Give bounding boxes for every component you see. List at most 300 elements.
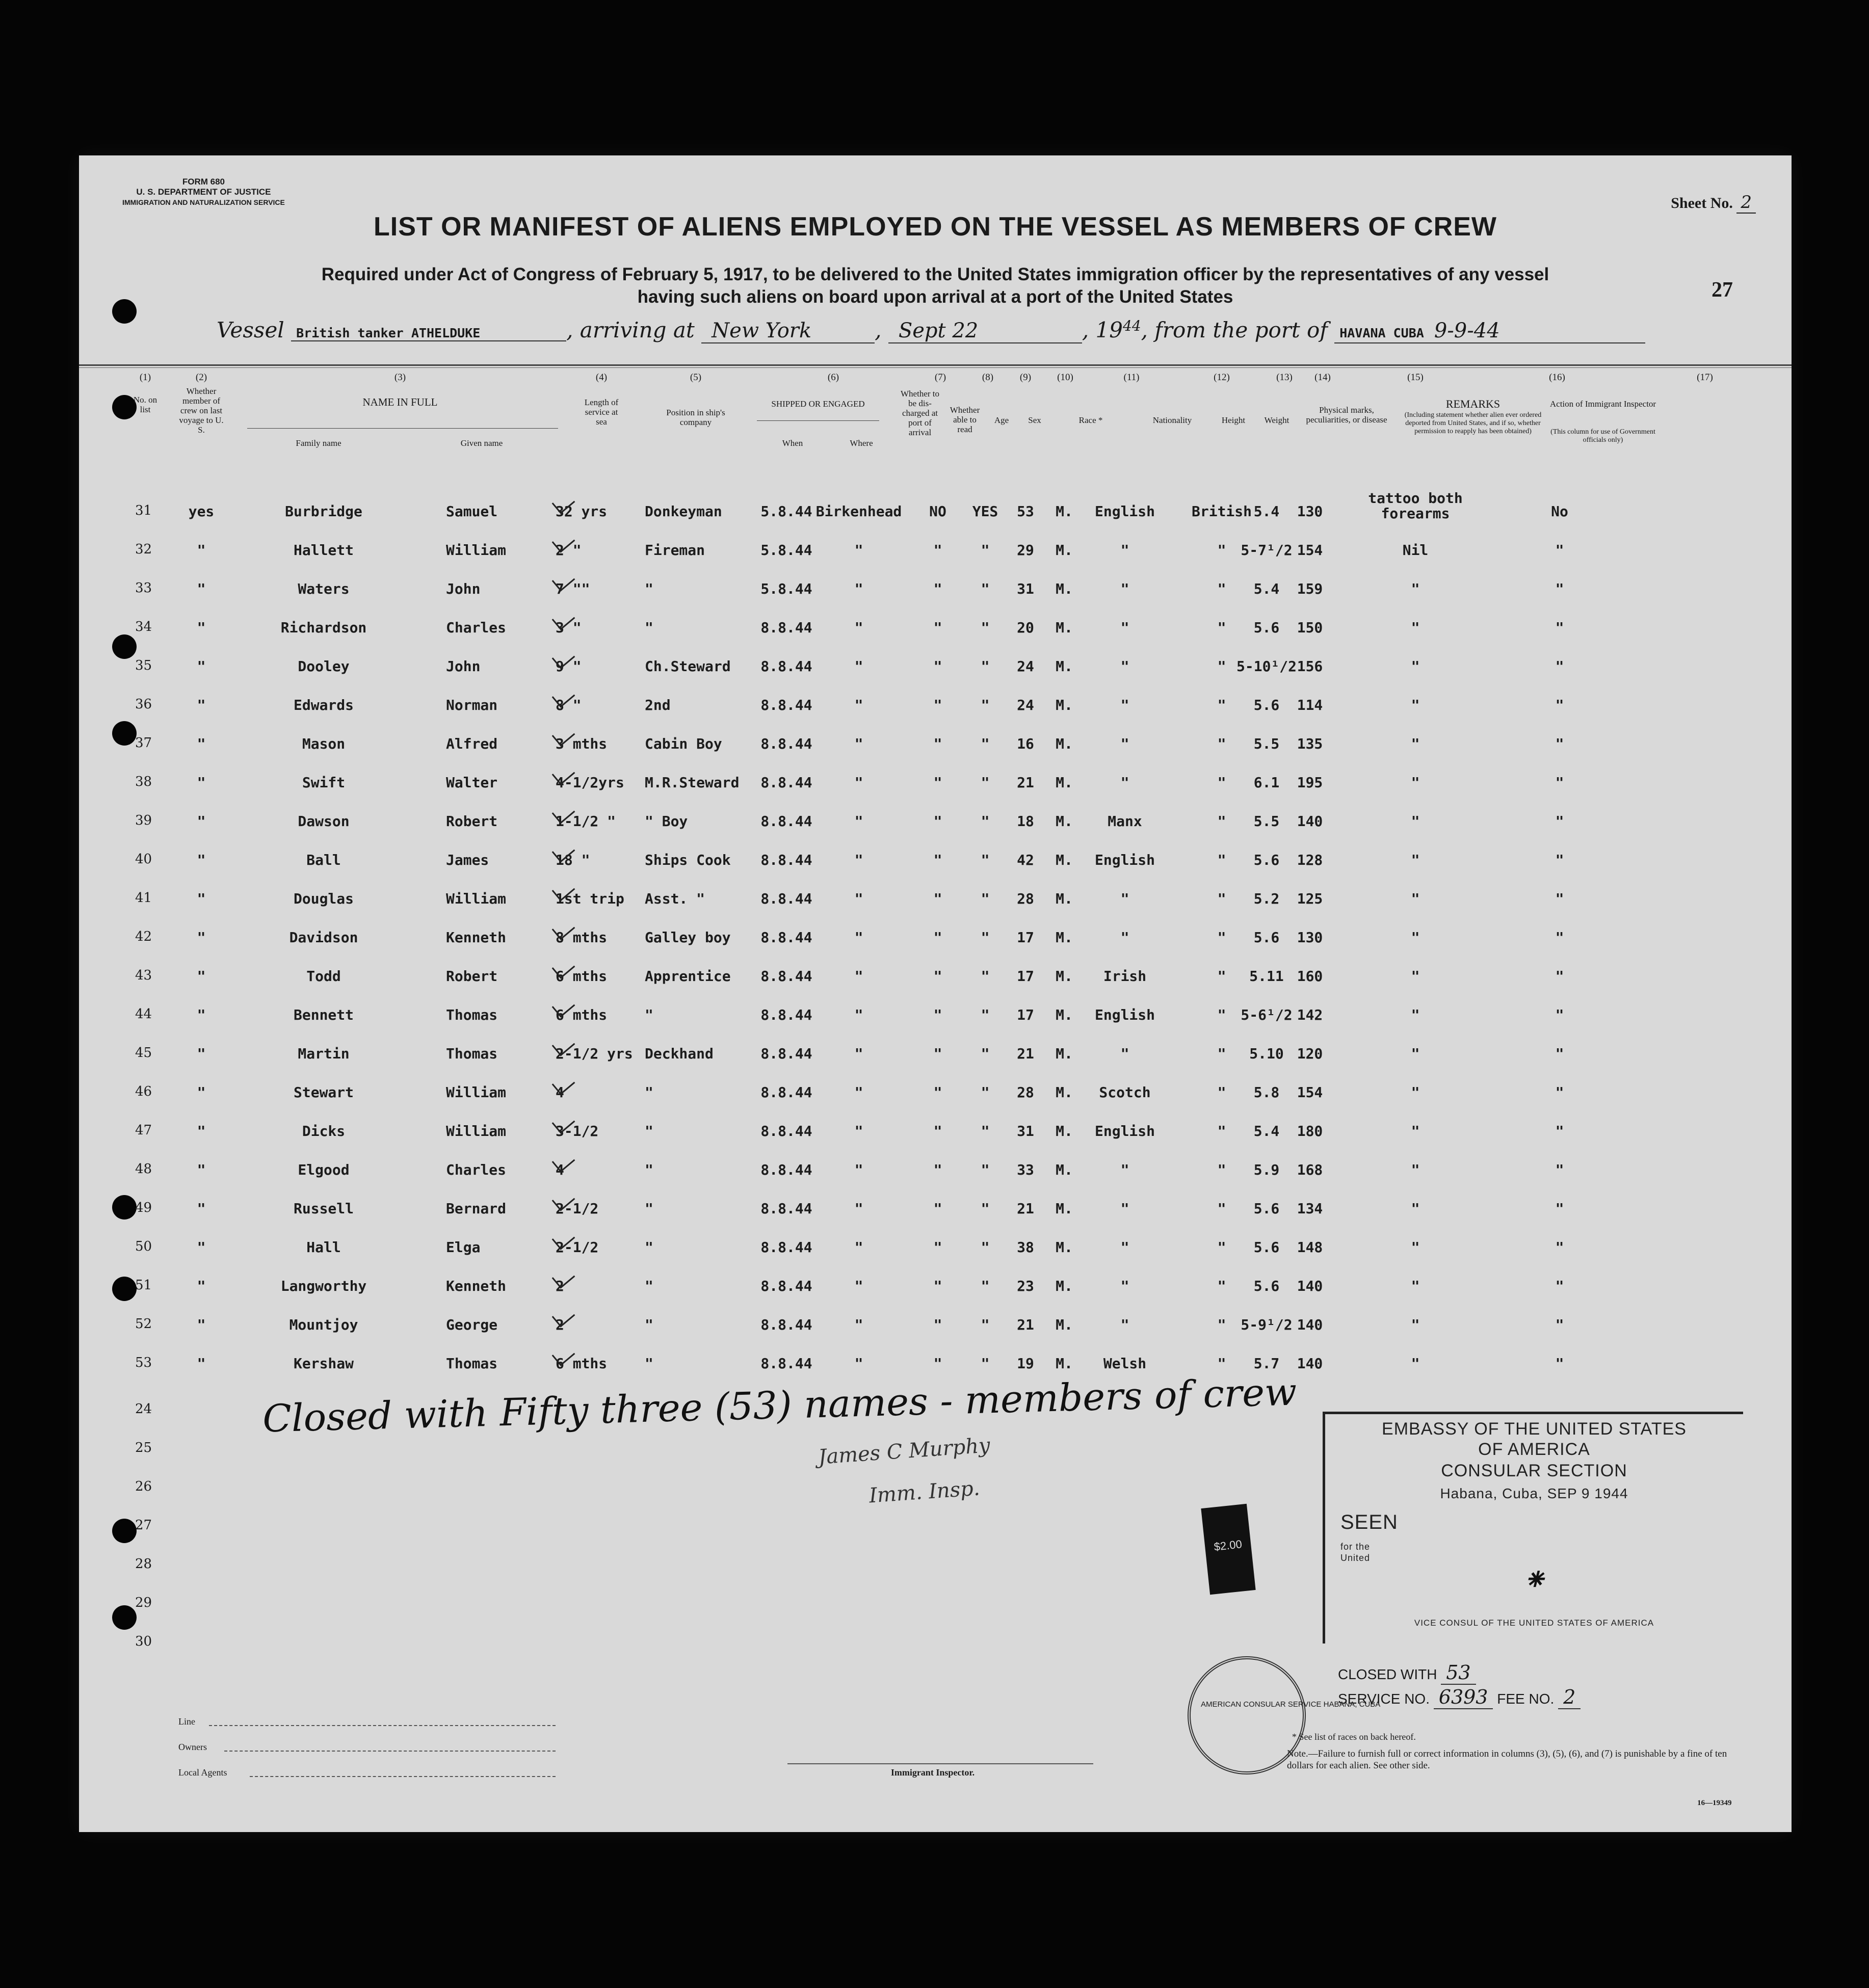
cell-where: " <box>854 735 863 752</box>
cell-nationality: " <box>1217 1239 1226 1256</box>
cell-age: 29 <box>1017 542 1034 559</box>
cell-when: 8.8.44 <box>760 929 812 946</box>
cell-weight: 168 <box>1297 1161 1323 1178</box>
table-row <box>79 1084 1792 1115</box>
cell-race: Irish <box>1103 968 1147 985</box>
cell-height: 5.5 <box>1253 735 1280 752</box>
cell-length-service: 9 " <box>556 658 582 675</box>
col-header-sex: Sex <box>1028 415 1041 425</box>
cell-family-name: Swift <box>302 774 346 791</box>
cell-age: 17 <box>1017 1006 1034 1023</box>
cell-race: " <box>1120 929 1129 946</box>
cell-height: 5.4 <box>1253 503 1280 520</box>
vessel-line: Vessel British tanker ATHELDUKE , arriving at New York , Sept 22 , $19^{44}$, from the port of HAVANA CUBA 9-9-44 <box>217 317 1645 343</box>
cell-read: " <box>981 813 990 830</box>
row-number: 38 <box>135 774 152 789</box>
row-number: 46 <box>135 1084 152 1099</box>
cell-nationality: " <box>1217 1200 1226 1217</box>
cell-age: 17 <box>1017 929 1034 946</box>
blank-row-number: 28 <box>135 1556 152 1572</box>
stamp-line-2: OF AMERICA <box>1478 1440 1590 1459</box>
col-header-member: Whether member of crew on last voyage to U. S. <box>179 386 224 435</box>
cell-weight: 156 <box>1297 658 1323 675</box>
cell-member: " <box>197 1084 206 1101</box>
cell-given-name: Samuel <box>446 503 498 520</box>
cell-age: 42 <box>1017 852 1034 868</box>
cell-sex: M. <box>1056 1161 1073 1178</box>
cell-when: 8.8.44 <box>760 1084 812 1101</box>
cell-race: " <box>1120 735 1129 752</box>
cell-nationality: " <box>1217 1278 1226 1294</box>
cell-age: 28 <box>1017 1084 1034 1101</box>
sheet-value: 2 <box>1736 192 1756 214</box>
table-row <box>79 1239 1792 1269</box>
cell-race: " <box>1120 774 1129 791</box>
cell-nationality: " <box>1217 1316 1226 1333</box>
cell-where: " <box>854 1123 863 1139</box>
department: U. S. DEPARTMENT OF JUSTICE <box>136 187 271 197</box>
cell-physical-marks: " <box>1411 1045 1420 1062</box>
column-number: (13) <box>1276 372 1293 383</box>
cell-height: 5.8 <box>1253 1084 1280 1101</box>
table-row <box>79 1045 1792 1076</box>
cell-age: 24 <box>1017 697 1034 713</box>
cell-when: 8.8.44 <box>760 1239 812 1256</box>
cell-age: 53 <box>1017 503 1034 520</box>
cell-weight: 128 <box>1297 852 1323 868</box>
cell-read: " <box>981 890 990 907</box>
cell-read: YES <box>972 503 998 520</box>
cell-height: 5.4 <box>1253 580 1280 597</box>
column-number: (6) <box>827 372 839 383</box>
cell-remarks: " <box>1555 813 1564 830</box>
cell-age: 17 <box>1017 968 1034 985</box>
cell-where: " <box>854 1084 863 1101</box>
cell-where: " <box>854 852 863 868</box>
closing-note: Closed with Fifty three (53) names - members of crew <box>262 1370 1298 1441</box>
cell-physical-marks: " <box>1411 929 1420 946</box>
cell-family-name: Todd <box>306 968 341 985</box>
col-header-position: Position in ship's company <box>666 408 725 427</box>
cell-where: " <box>854 1161 863 1178</box>
cell-race: English <box>1094 503 1155 520</box>
cell-race: " <box>1120 1278 1129 1294</box>
cell-physical-marks: " <box>1411 890 1420 907</box>
cell-member: " <box>197 890 206 907</box>
cell-read: " <box>981 1084 990 1101</box>
cell-height: 5.4 <box>1253 1123 1280 1139</box>
cell-when: 8.8.44 <box>760 619 812 636</box>
cell-length-service: 8 mths <box>556 929 608 946</box>
cell-family-name: Dicks <box>302 1123 346 1139</box>
row-number: 34 <box>135 619 152 634</box>
cell-sex: M. <box>1056 1316 1073 1333</box>
cell-age: 31 <box>1017 1123 1034 1139</box>
cell-weight: 150 <box>1297 619 1323 636</box>
cell-weight: 140 <box>1297 1278 1323 1294</box>
cell-family-name: Langworthy <box>280 1278 367 1294</box>
col-header-read: Whether able to read <box>950 405 980 434</box>
cell-remarks: " <box>1555 697 1564 713</box>
cell-given-name: Walter <box>446 774 498 791</box>
cell-when: 8.8.44 <box>760 1123 812 1139</box>
cell-length-service: 3 mths <box>556 735 608 752</box>
cell-discharged: NO <box>929 503 946 520</box>
closed-with-label: CLOSED WITH <box>1338 1666 1437 1682</box>
from-port: HAVANA CUBA <box>1339 326 1424 340</box>
cell-weight: 148 <box>1297 1239 1323 1256</box>
cell-when: 8.8.44 <box>760 1006 812 1023</box>
table-row <box>79 1200 1792 1231</box>
row-number: 42 <box>135 929 152 944</box>
punch-hole <box>112 1605 137 1630</box>
table-row <box>79 1123 1792 1153</box>
cell-weight: 195 <box>1297 774 1323 791</box>
cell-when: 5.8.44 <box>760 503 812 520</box>
cell-remarks: " <box>1555 1355 1564 1372</box>
cell-nationality: " <box>1217 658 1226 675</box>
cell-weight: 159 <box>1297 580 1323 597</box>
cell-age: 28 <box>1017 890 1034 907</box>
column-number: (7) <box>934 372 946 383</box>
cell-position: " <box>645 1278 653 1294</box>
cell-height: 5-7¹/2 <box>1241 542 1293 559</box>
cell-read: " <box>981 1200 990 1217</box>
cell-given-name: Elga <box>446 1239 481 1256</box>
footer-agents-label: Local Agents <box>178 1767 227 1778</box>
cell-sex: M. <box>1056 503 1073 520</box>
cell-remarks: " <box>1555 852 1564 868</box>
cell-nationality: British <box>1191 503 1252 520</box>
cell-given-name: William <box>446 1123 507 1139</box>
cell-height: 5.9 <box>1253 1161 1280 1178</box>
cell-member: " <box>197 813 206 830</box>
cell-member: " <box>197 1123 206 1139</box>
column-number: (1) <box>139 372 151 383</box>
cell-race: " <box>1120 580 1129 597</box>
col-header-discharged: Whether to be dis-charged at port of arrival <box>901 389 939 437</box>
cell-position: " <box>645 1161 653 1178</box>
cell-where: " <box>854 580 863 597</box>
cell-read: " <box>981 1161 990 1178</box>
consul-signature: ⁕ <box>1521 1562 1547 1598</box>
cell-position: " Boy <box>645 813 688 830</box>
cell-family-name: Hallett <box>293 542 354 559</box>
cell-member: " <box>197 1200 206 1217</box>
cell-read: " <box>981 658 990 675</box>
col-header-family: Family name <box>296 438 341 448</box>
fee-no-label: FEE NO. <box>1497 1691 1555 1707</box>
table-row <box>79 490 1792 534</box>
cell-sex: M. <box>1056 1084 1073 1101</box>
cell-member: " <box>197 1161 206 1178</box>
cell-race: English <box>1094 1006 1155 1023</box>
cell-discharged: " <box>933 813 942 830</box>
cell-length-service: 4 <box>556 1084 564 1101</box>
cell-race: English <box>1094 852 1155 868</box>
form-header <box>122 177 285 207</box>
cell-read: " <box>981 1355 990 1372</box>
cell-nationality: " <box>1217 890 1226 907</box>
cell-sex: M. <box>1056 1045 1073 1062</box>
form-number: FORM 680 <box>182 177 225 187</box>
footer-owners-label: Owners <box>178 1742 207 1752</box>
cell-when: 8.8.44 <box>760 813 812 830</box>
cell-sex: M. <box>1056 1239 1073 1256</box>
page-number: 27 <box>1712 278 1733 302</box>
vessel-name: British tanker ATHELDUKE <box>291 326 566 341</box>
cell-remarks: " <box>1555 619 1564 636</box>
revenue-stamp-value: $2.00 <box>1213 1538 1243 1553</box>
inspector-title: Imm. Insp. <box>868 1476 981 1508</box>
table-row <box>79 735 1792 766</box>
cell-read: " <box>981 1123 990 1139</box>
cell-discharged: " <box>933 542 942 559</box>
cell-discharged: " <box>933 1200 942 1217</box>
cell-remarks: " <box>1555 1278 1564 1294</box>
cell-family-name: Edwards <box>293 697 354 713</box>
seal-text: AMERICAN CONSULAR SERVICE HABANA, CUBA <box>1201 1700 1381 1709</box>
blank-row-number: 26 <box>135 1479 152 1494</box>
embassy-stamp <box>1323 1412 1743 1644</box>
cell-height: 5.10 <box>1249 1045 1284 1062</box>
cell-member: " <box>197 1045 206 1062</box>
cell-when: 8.8.44 <box>760 1355 812 1372</box>
cell-height: 5.6 <box>1253 929 1280 946</box>
blank-row-number: 25 <box>135 1440 152 1455</box>
cell-member: " <box>197 1278 206 1294</box>
cell-age: 38 <box>1017 1239 1034 1256</box>
cell-family-name: Kershaw <box>293 1355 354 1372</box>
cell-weight: 120 <box>1297 1045 1323 1062</box>
cell-given-name: James <box>446 852 489 868</box>
cell-discharged: " <box>933 852 942 868</box>
footer-agents-rule <box>250 1776 556 1777</box>
cell-when: 5.8.44 <box>760 580 812 597</box>
col-header-action: Action of Immigrant Inspector <box>1549 399 1656 409</box>
cell-height: 5.6 <box>1253 1278 1280 1294</box>
cell-weight: 114 <box>1297 697 1323 713</box>
cell-discharged: " <box>933 697 942 713</box>
cell-nationality: " <box>1217 1123 1226 1139</box>
cell-physical-marks: " <box>1411 1355 1420 1372</box>
cell-read: " <box>981 1239 990 1256</box>
cell-family-name: Ball <box>306 852 341 868</box>
cell-height: 5.6 <box>1253 1239 1280 1256</box>
cell-height: 5.6 <box>1253 619 1280 636</box>
cell-nationality: " <box>1217 619 1226 636</box>
column-number: (8) <box>982 372 994 383</box>
cell-position: " <box>645 580 653 597</box>
cell-discharged: " <box>933 1084 942 1101</box>
shipped-underline <box>757 420 879 421</box>
cell-sex: M. <box>1056 968 1073 985</box>
cell-discharged: " <box>933 968 942 985</box>
cell-family-name: Davidson <box>289 929 358 946</box>
cell-height: 5.7 <box>1253 1355 1280 1372</box>
cell-given-name: Norman <box>446 697 498 713</box>
cell-where: " <box>854 929 863 946</box>
table-row <box>79 774 1792 805</box>
cell-remarks: " <box>1555 1200 1564 1217</box>
cell-where: " <box>854 1316 863 1333</box>
cell-remarks: " <box>1555 735 1564 752</box>
cell-height: 5-6¹/2 <box>1241 1006 1293 1023</box>
cell-physical-marks: " <box>1411 1278 1420 1294</box>
sheet-label: Sheet No. <box>1671 195 1733 211</box>
cell-where: " <box>854 890 863 907</box>
year: 44 <box>1123 317 1141 334</box>
arriving-label: , arriving at <box>566 317 695 342</box>
cell-length-service: 2 <box>556 1278 564 1294</box>
cell-family-name: Hall <box>306 1239 341 1256</box>
cell-length-service: 7 "" <box>556 580 590 597</box>
inspector-signature: James C Murphy <box>817 1434 991 1469</box>
cell-length-service: 2-1/2 <box>556 1200 599 1217</box>
cell-sex: M. <box>1056 1006 1073 1023</box>
cell-height: 5.5 <box>1253 813 1280 830</box>
cell-remarks: " <box>1555 774 1564 791</box>
cell-position: 2nd <box>645 697 671 713</box>
cell-sex: M. <box>1056 852 1073 868</box>
cell-given-name: George <box>446 1316 498 1333</box>
column-number: (16) <box>1549 372 1565 383</box>
cell-member: yes <box>188 503 215 520</box>
cell-age: 20 <box>1017 619 1034 636</box>
cell-discharged: " <box>933 1006 942 1023</box>
cell-physical-marks: " <box>1411 1239 1420 1256</box>
cell-given-name: Kenneth <box>446 929 507 946</box>
cell-read: " <box>981 1316 990 1333</box>
cell-length-service: 4 <box>556 1161 564 1178</box>
cell-discharged: " <box>933 1316 942 1333</box>
cell-discharged: " <box>933 1161 942 1178</box>
footer-line-rule <box>209 1725 556 1726</box>
from-label: , from the port of <box>1141 317 1328 342</box>
row-number: 40 <box>135 852 152 867</box>
cell-length-service: 18 " <box>556 852 590 868</box>
cell-where: " <box>854 1045 863 1062</box>
revenue-stamp <box>1201 1504 1255 1595</box>
column-number: (12) <box>1214 372 1230 383</box>
cell-read: " <box>981 968 990 985</box>
cell-length-service: 2 " <box>556 542 582 559</box>
footer-note: Note.—Failure to furnish full or correct information in columns (3), (5), (6), and (7) is punishable by a fine of ten dollars for each alien. See other side. <box>1287 1748 1727 1771</box>
cell-height: 5-10¹/2 <box>1236 658 1297 675</box>
header-rule <box>79 364 1792 366</box>
col-header-name: NAME IN FULL <box>362 396 438 408</box>
col-header-physical: Physical marks, peculiarities, or disease <box>1306 405 1387 425</box>
cell-sex: M. <box>1056 580 1073 597</box>
cell-weight: 140 <box>1297 1355 1323 1372</box>
cell-when: 8.8.44 <box>760 890 812 907</box>
cell-position: Apprentice <box>645 968 731 985</box>
cell-read: " <box>981 1006 990 1023</box>
cell-sex: M. <box>1056 774 1073 791</box>
blank-row-number: 27 <box>135 1518 152 1533</box>
col-header-no: No. on list <box>133 395 157 414</box>
cell-member: " <box>197 1239 206 1256</box>
cell-nationality: " <box>1217 774 1226 791</box>
cell-read: " <box>981 1045 990 1062</box>
cell-sex: M. <box>1056 1123 1073 1139</box>
cell-position: " <box>645 1200 653 1217</box>
cell-given-name: Thomas <box>446 1045 498 1062</box>
cell-member: " <box>197 542 206 559</box>
cell-remarks: " <box>1555 542 1564 559</box>
cell-remarks: No <box>1551 503 1568 520</box>
cell-age: 21 <box>1017 1200 1034 1217</box>
cell-physical-marks: " <box>1411 697 1420 713</box>
table-row <box>79 580 1792 611</box>
cell-sex: M. <box>1056 1278 1073 1294</box>
cell-race: " <box>1120 697 1129 713</box>
col-header-height: Height <box>1221 415 1246 425</box>
cell-where: Birkenhead <box>815 503 902 520</box>
cell-where: " <box>854 697 863 713</box>
cell-position: " <box>645 1239 653 1256</box>
cell-position: " <box>645 1355 653 1372</box>
cell-length-service: 3-1/2 <box>556 1123 599 1139</box>
column-number: (17) <box>1697 372 1713 383</box>
col-header-where: Where <box>850 438 873 448</box>
cell-age: 21 <box>1017 774 1034 791</box>
cell-physical-marks: " <box>1411 1316 1420 1333</box>
cell-discharged: " <box>933 1123 942 1139</box>
cell-race: Manx <box>1108 813 1142 830</box>
cell-sex: M. <box>1056 929 1073 946</box>
cell-when: 8.8.44 <box>760 1200 812 1217</box>
cell-member: " <box>197 735 206 752</box>
row-number: 39 <box>135 813 152 828</box>
cell-height: 5-9¹/2 <box>1241 1316 1293 1333</box>
footer-inspector-label: Immigrant Inspector. <box>890 1767 975 1778</box>
cell-length-service: 6 mths <box>556 1355 608 1372</box>
cell-age: 31 <box>1017 580 1034 597</box>
cell-sex: M. <box>1056 1355 1073 1372</box>
cell-member: " <box>197 580 206 597</box>
table-row <box>79 1316 1792 1347</box>
cell-given-name: Robert <box>446 968 498 985</box>
cell-member: " <box>197 968 206 985</box>
cell-where: " <box>854 619 863 636</box>
cell-position: " <box>645 1316 653 1333</box>
cell-nationality: " <box>1217 1355 1226 1372</box>
column-number: (5) <box>690 372 702 383</box>
stamp-seen: SEEN <box>1340 1511 1398 1533</box>
cell-nationality: " <box>1217 968 1226 985</box>
cell-nationality: " <box>1217 929 1226 946</box>
row-number: 48 <box>135 1161 152 1177</box>
cell-physical-marks: " <box>1411 968 1420 985</box>
cell-when: 8.8.44 <box>760 774 812 791</box>
cell-height: 6.1 <box>1253 774 1280 791</box>
cell-where: " <box>854 1200 863 1217</box>
cell-discharged: " <box>933 1045 942 1062</box>
cell-physical-marks: " <box>1411 735 1420 752</box>
closed-with-value: 53 <box>1441 1661 1476 1685</box>
cell-length-service: 6 mths <box>556 1006 608 1023</box>
cell-sex: M. <box>1056 658 1073 675</box>
cell-physical-marks: " <box>1411 1123 1420 1139</box>
cell-age: 19 <box>1017 1355 1034 1372</box>
cell-nationality: " <box>1217 735 1226 752</box>
stamp-vice-consul: VICE CONSUL OF THE UNITED STATES OF AMERICA <box>1414 1618 1654 1628</box>
cell-position: " <box>645 1006 653 1023</box>
cell-discharged: " <box>933 1355 942 1372</box>
cell-when: 8.8.44 <box>760 968 812 985</box>
cell-where: " <box>854 813 863 830</box>
